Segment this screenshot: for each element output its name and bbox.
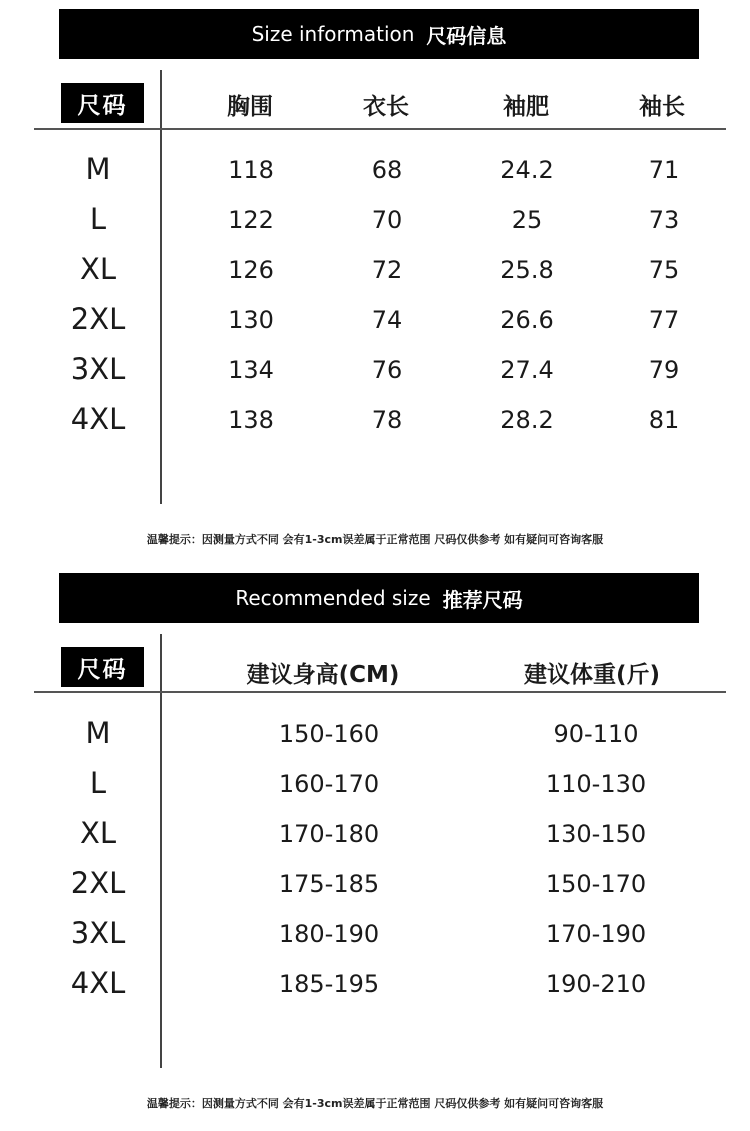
table-cell-size: XL (79, 252, 117, 286)
table-cell: 175-185 (278, 870, 380, 898)
table-cell-size: M (85, 152, 111, 186)
table-cell: 81 (648, 406, 680, 434)
table-cell: 150-160 (278, 720, 380, 748)
table-cell: 126 (228, 256, 274, 284)
header-length: 衣长 (363, 94, 409, 120)
table-cell: 122 (228, 206, 274, 234)
header-divider (34, 128, 726, 130)
table-cell-size: 3XL (70, 916, 126, 950)
size-header-badge: 尺码 (61, 83, 144, 123)
header-chest: 胸围 (227, 94, 273, 120)
table-cell: 134 (228, 356, 274, 384)
table-cell: 79 (648, 356, 680, 384)
table-cell-size: L (89, 202, 107, 236)
recommended-title-en: Recommended size (235, 586, 431, 610)
size-info-note: 温馨提示：因测量方式不同 会有1-3cm误差属于正常范围 尺码仅供参考 如有疑问可咨询客服 (146, 533, 604, 546)
table-cell-size: XL (79, 816, 117, 850)
table-cell: 25.8 (500, 256, 554, 284)
table-cell: 130 (228, 306, 274, 334)
size-header-badge: 尺码 (61, 647, 144, 687)
table-cell: 28.2 (500, 406, 554, 434)
table-cell: 76 (371, 356, 403, 384)
column-divider (160, 70, 162, 504)
table-cell: 70 (371, 206, 403, 234)
table-cell: 74 (371, 306, 403, 334)
table-cell: 150-170 (545, 870, 647, 898)
size-info-banner (59, 9, 699, 59)
size-info-title-cn: 尺码信息 (426, 23, 507, 48)
header-sleeve-width: 袖肥 (503, 94, 549, 120)
table-cell: 75 (648, 256, 680, 284)
table-cell: 77 (648, 306, 680, 334)
table-cell-size: 3XL (70, 352, 126, 386)
table-cell: 160-170 (278, 770, 380, 798)
table-cell-size: M (85, 716, 111, 750)
table-cell: 138 (228, 406, 274, 434)
table-cell-size: 4XL (70, 966, 126, 1000)
table-cell: 130-150 (545, 820, 647, 848)
table-cell: 185-195 (278, 970, 380, 998)
table-cell-size: 4XL (70, 402, 126, 436)
table-cell: 24.2 (500, 156, 554, 184)
header-height: 建议身高(CM) (246, 662, 400, 688)
table-cell-size: L (89, 766, 107, 800)
table-cell-size: 2XL (70, 866, 126, 900)
table-cell: 27.4 (500, 356, 554, 384)
table-cell-size: 2XL (70, 302, 126, 336)
size-info-title-en: Size information (251, 22, 415, 46)
table-cell: 110-130 (545, 770, 647, 798)
table-cell: 90-110 (553, 720, 639, 748)
header-divider (34, 691, 726, 693)
table-cell: 170-180 (278, 820, 380, 848)
table-cell: 170-190 (545, 920, 647, 948)
recommended-title-cn: 推荐尺码 (442, 587, 523, 612)
column-divider (160, 634, 162, 1068)
table-cell: 118 (228, 156, 274, 184)
table-cell: 25 (511, 206, 543, 234)
table-cell: 72 (371, 256, 403, 284)
recommended-banner (59, 573, 699, 623)
table-cell: 71 (648, 156, 680, 184)
table-cell: 73 (648, 206, 680, 234)
header-sleeve-length: 袖长 (639, 94, 685, 120)
table-cell: 78 (371, 406, 403, 434)
header-weight: 建议体重(斤) (523, 662, 661, 688)
recommended-note: 温馨提示：因测量方式不同 会有1-3cm误差属于正常范围 尺码仅供参考 如有疑问可咨询客服 (146, 1097, 604, 1110)
table-cell: 68 (371, 156, 403, 184)
table-cell: 180-190 (278, 920, 380, 948)
table-cell: 26.6 (500, 306, 554, 334)
table-cell: 190-210 (545, 970, 647, 998)
